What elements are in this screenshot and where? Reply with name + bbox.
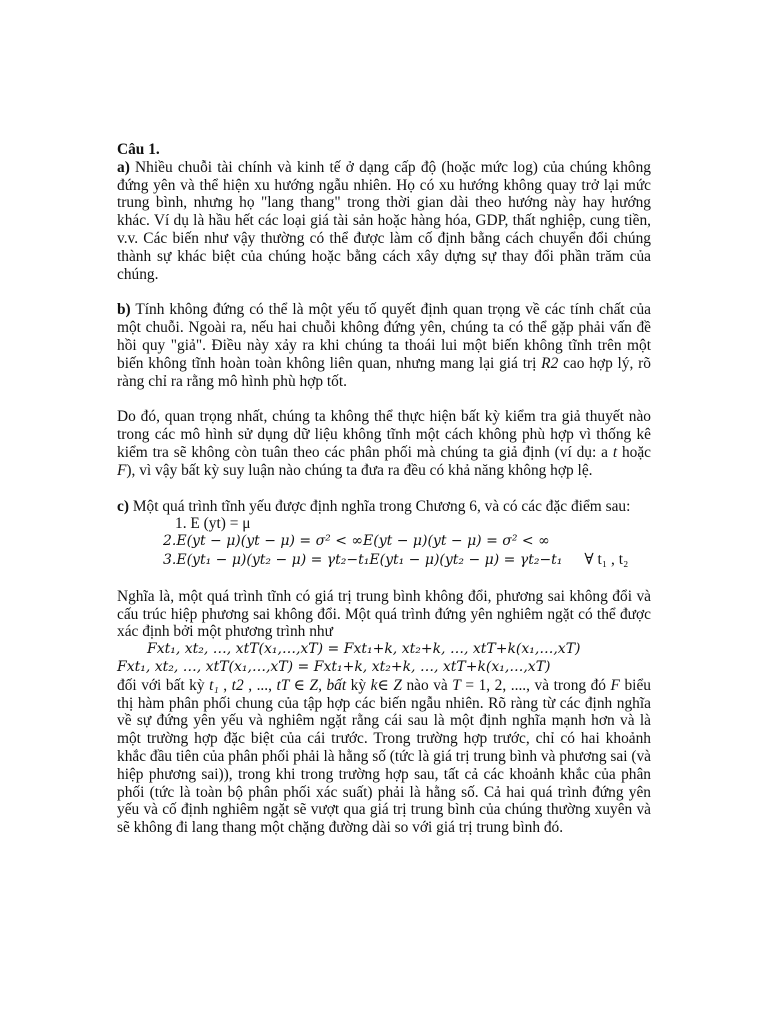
f-symbol: F <box>117 461 127 479</box>
tt-symbol: tT ∈ Z, bất <box>276 676 347 694</box>
equation-3: 3.E(yt₁ − μ)(yt₂ − μ) = γt₂−t₁E(yt₁ − μ)(yt₂ − μ) = γt₂−t₁ <box>163 551 563 568</box>
paragraph-3 <box>117 408 651 479</box>
question-title: Câu 1. <box>117 141 160 158</box>
paragraph-a <box>117 159 651 284</box>
r2-symbol: R2 <box>541 354 559 372</box>
paragraph-5: Nghĩa là, một quá trình tĩnh có giá trị trung bình không đổi, phương sai không đổi và cấu trúc hiệp phương sai không đổi. Một quá trình đứng yên nghiêm ngặt có thể được xác định bởi một phương trình như <box>117 587 651 641</box>
T-symbol: T <box>452 676 461 694</box>
paragraph-6-text-6: = 1, 2, ...., và trong đó <box>460 676 611 694</box>
paragraph-b-text-2: cao hợp lý, rõ ràng chỉ ra rằng mô hình phù hợp tốt. <box>117 354 651 390</box>
label-a: a) <box>117 158 130 176</box>
paragraph-c <box>117 498 651 516</box>
paragraph-6-text-5: nào và <box>401 676 453 694</box>
paragraph-b <box>117 301 651 390</box>
paragraph-3-text-2: hoặc <box>617 443 651 461</box>
paragraph-6-text-4: kỳ <box>346 676 371 694</box>
forall-clause: ∀ t₁ , t₂ <box>584 550 629 568</box>
paragraph-c-text: Một quá trình tĩnh yếu được định nghĩa trong Chương 6, và có các đặc điểm sau: <box>132 497 631 515</box>
equation-5: Fxt₁, xt₂, …, xtT(x₁,…,xT) = Fxt₁+k, xt₂+k, …, xtT+k(x₁,…,xT) <box>117 658 551 675</box>
paragraph-6-text-7: biểu thị hàm phân phối chung của tập hợp các biến ngẫu nhiên. Rõ ràng từ các định nghĩa về sự đứng yên yếu và nghiêm ngặt rằng cái sau là một định nghĩa mạnh hơn và là một trường hợp đặc biệt của cái trước. Trong trường hợp trước, chỉ có hai khoảnh khắc đầu tiên của phân phối phải là hằng số (tức là giá trị trung bình và phương sai (và hiệp phương sai)), trong khi trong trường hợp sau, tất cả các khoảnh khắc của phân phối (tức là toàn bộ phân phối xác suất) phải là hằng số. Cả hai quá trình đứng yên yếu và cố định nghiêm ngặt sẽ vượt qua giá trị trung bình của chúng thường xuyên và sẽ không đi lang thang một chặng đường dài so với giá trị trung bình đó. <box>117 676 651 837</box>
t2-symbol: t2 <box>231 676 244 694</box>
k-symbol: k∈ Z <box>370 676 402 694</box>
paragraph-a-text: Nhiều chuỗi tài chính và kinh tế ở dạng cấp độ (hoặc mức log) của chúng không đứng yên và thể hiện xu hướng ngẫu nhiên. Họ có xu hướng không quay trở lại mức trung bình, nhưng họ "lang thang" trong thời gian dài theo hướng này hay hướng khác. Ví dụ là hầu hết các loại giá tài sản hoặc hàng hóa, GDP, thất nghiệp, cung tiền, v.v. Các biến như vậy thường có thể được làm cố định bằng cách chuyển đổi chúng thành sự khác biệt của chúng hoặc bằng cách xây dựng sự thay đổi phần trăm của chúng. <box>117 158 651 283</box>
document-page <box>117 141 651 837</box>
equation-1: 1. E (yt) = μ <box>175 515 251 533</box>
F-symbol: F <box>610 676 620 694</box>
t1-symbol: t₁ <box>209 676 219 694</box>
equation-4: Fxt₁, xt₂, …, xtT(x₁,…,xT) = Fxt₁+k, xt₂+k, …, xtT+k(x₁,…,xT) <box>147 641 581 658</box>
paragraph-6-text-1: đối với bất kỳ <box>117 676 210 694</box>
equation-3-line <box>117 551 651 570</box>
paragraph-6-text-3: , ..., <box>243 676 277 694</box>
label-c: c) <box>117 497 129 515</box>
paragraph-3-text-3: ), vì vậy bất kỳ suy luận nào chúng ta đưa ra đều có khả năng không hợp lệ. <box>126 461 593 479</box>
paragraph-6 <box>117 677 651 837</box>
paragraph-3-text-1: Do đó, quan trọng nhất, chúng ta không thể thực hiện bất kỳ kiểm tra giả thuyết nào trong các mô hình sử dụng dữ liệu không tĩnh một cách không phù hợp vì thống kê kiểm tra sẽ không còn tuân theo các phân phối mà chúng ta giả định (ví dụ: a <box>117 408 651 461</box>
t-symbol: t <box>612 443 618 461</box>
paragraph-6-text-2: , <box>218 676 232 694</box>
equation-2: 2.E(yt − μ)(yt − μ) = σ² < ∞E(yt − μ)(yt − μ) = σ² < ∞ <box>163 533 550 550</box>
label-b: b) <box>117 301 131 319</box>
paragraph-b-text-1: Tính không đứng có thể là một yếu tố quyết định quan trọng về các tính chất của một chuỗi. Ngoài ra, nếu hai chuỗi không đứng yên, chúng ta có thể gặp phải vấn đề hồi quy "giả". Điều này xảy ra khi chúng ta thoái lui một biến không tĩnh trên một biến không tĩnh hoàn toàn không liên quan, nhưng mang lại giá trị <box>117 301 651 372</box>
